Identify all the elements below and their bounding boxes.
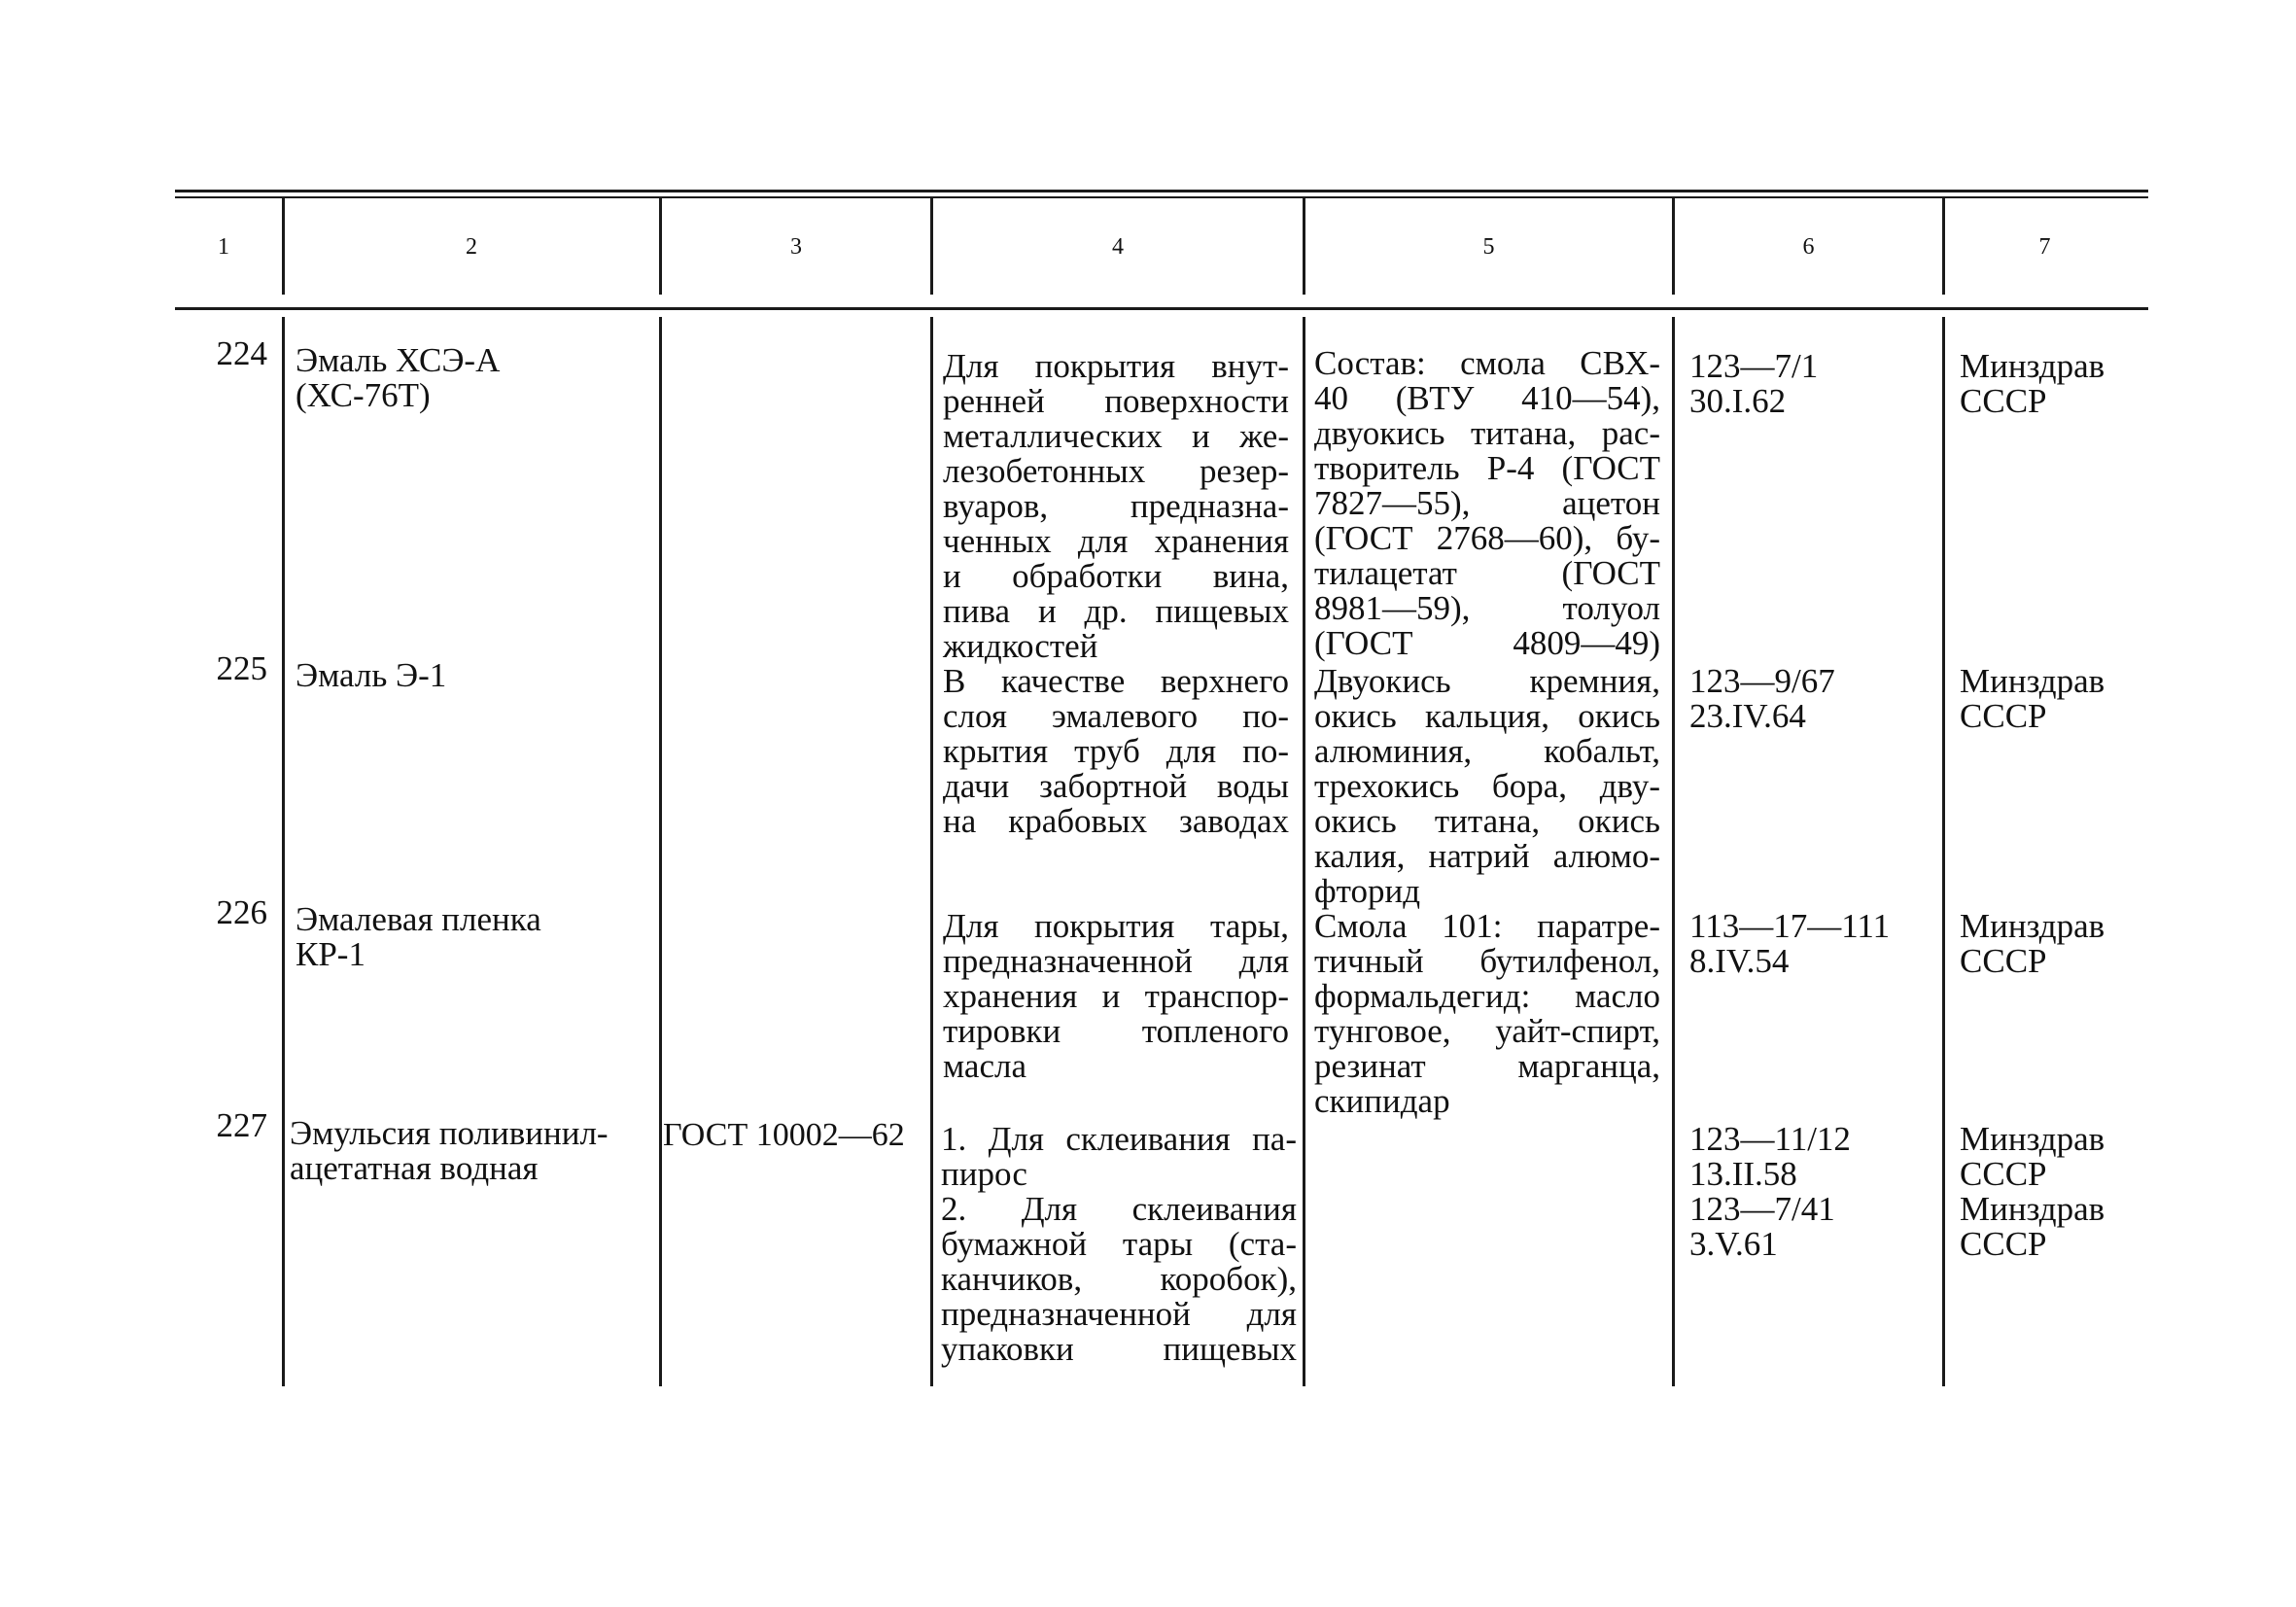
body-col-divider: [1303, 317, 1305, 1386]
purpose-text: В качестве верхнего слоя эмалевого по- крытия труб для по- дачи забортной воды на крабовых заводах: [943, 662, 1289, 840]
column-header-1: 1: [218, 234, 229, 260]
purpose-text: 1. Для склеивания па- пирос 2. Для склеивания бумажной тары (ста- канчиков, коробок), предназначенной для упаковки пищевых: [941, 1120, 1297, 1368]
column-header-2: 2: [466, 234, 477, 260]
body-col-divider: [659, 317, 662, 1386]
approving-authority: Минздрав СССР: [1960, 907, 2105, 980]
header-bottom-rule: [175, 307, 2148, 310]
column-header-3: 3: [790, 234, 802, 260]
row-number: 225: [216, 649, 267, 687]
table-top-rule-inner: [175, 196, 2148, 198]
purpose-text: Для покрытия тары, предназначенной для хранения и транспор- тировки топленого масла: [943, 907, 1289, 1085]
permit-number: 123—9/67 23.IV.64: [1689, 662, 1835, 735]
permit-number: 123—11/12 13.II.58 123—7/41 3.V.61: [1689, 1120, 1851, 1263]
body-col-divider: [930, 317, 933, 1386]
table-top-rule: [175, 190, 2148, 192]
row-number: 224: [216, 334, 267, 372]
approving-authority: Минздрав СССР Минздрав СССР: [1960, 1120, 2105, 1263]
purpose-text: Для покрытия внут- ренней поверхности металлических и же- лезобетонных резер- вуаров, предназна- ченных для хранения и обработки вина, пива и др. пищевых жидкостей: [943, 347, 1289, 665]
body-col-divider: [1942, 317, 1945, 1386]
body-col-divider: [282, 317, 285, 1386]
gost-reference: ГОСТ 10002—62: [663, 1117, 905, 1153]
product-name: Эмульсия поливинил- ацетатная водная: [290, 1114, 609, 1187]
permit-number: 123—7/1 30.I.62: [1689, 347, 1819, 420]
column-header-7: 7: [2038, 234, 2051, 260]
row-number: 227: [216, 1106, 267, 1144]
row-number: 226: [216, 893, 267, 931]
column-header-4: 4: [1112, 234, 1124, 260]
approving-authority: Минздрав СССР: [1960, 662, 2105, 735]
composition-text: Состав: смола СВХ- 40 (ВТУ 410—54), двуокись титана, рас- творитель Р-4 (ГОСТ 7827—55), ацетон (ГОСТ 2768—60), бу- тилацетат (ГОСТ 8981—59), толуол (ГОСТ 4809—49): [1314, 344, 1660, 662]
body-col-divider: [1672, 317, 1675, 1386]
product-name: Эмаль Э-1: [296, 656, 447, 694]
composition-text: Двуокись кремния, окись кальция, окись алюминия, кобальт, трехокись бора, дву- окись титана, окись калия, натрий алюмо- фторид: [1314, 662, 1660, 910]
approving-authority: Минздрав СССР: [1960, 347, 2105, 420]
composition-text: Смола 101: паратре- тичный бутилфенол, формальдегид: масло тунговое, уайт-спирт, резинат марганца, скипидар: [1314, 907, 1660, 1120]
column-header-5: 5: [1482, 234, 1495, 260]
product-name: Эмаль ХСЭ-А (ХС-76Т): [296, 341, 501, 414]
permit-number: 113—17—111 8.IV.54: [1689, 907, 1891, 980]
column-header-6: 6: [1802, 234, 1815, 260]
product-name: Эмалевая пленка КР-1: [296, 900, 541, 973]
